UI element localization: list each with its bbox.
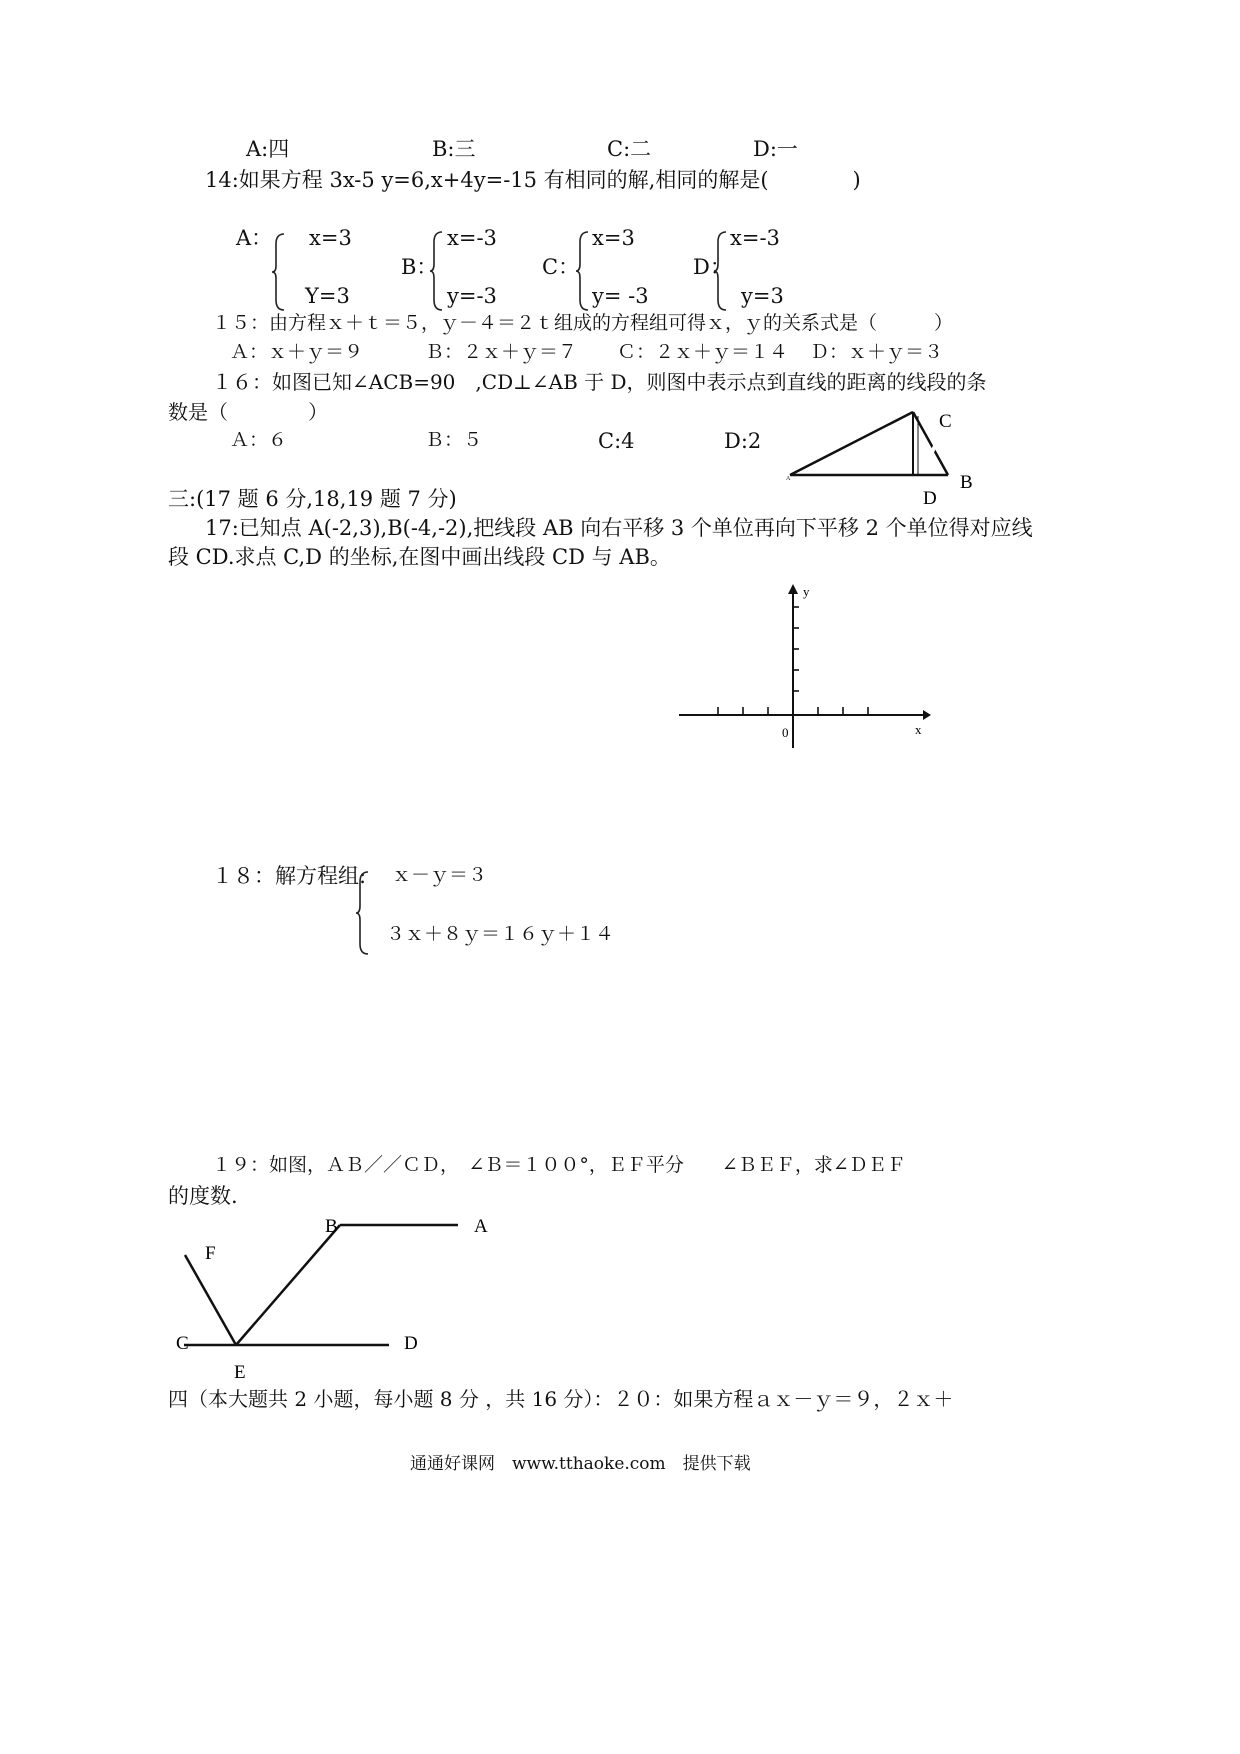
section3-heading: 三:(17 题 6 分,18,19 题 7 分) — [168, 487, 457, 511]
label-d: D — [923, 488, 937, 509]
q14-b-y: y=-3 — [447, 284, 497, 308]
q14-b-label: B： — [401, 255, 438, 279]
section4-line: 四（本大题共 2 小题，每小题 8 分 ，共 16 分）：２０：如果方程ａｘ－ｙ＝９，２ｘ＋ — [168, 1387, 954, 1411]
label-b: B — [960, 472, 973, 493]
q18-brace — [356, 870, 370, 956]
q13-option-a: A:四 — [246, 137, 290, 161]
q13-option-d: D:一 — [753, 137, 798, 161]
q15-option-b: Ｂ：２ｘ＋ｙ＝７ — [425, 341, 578, 363]
q16-line1: １６：如图已知∠ACB=90 ,CD⊥∠AB 于 D，则图中表示点到直线的距离的线段的条 — [212, 370, 987, 394]
label-c: C — [176, 1333, 189, 1354]
label-d: D — [404, 1333, 418, 1354]
q19-line1: １９：如图，ＡＢ／／ＣＤ， ∠Ｂ＝１００°，ＥＦ平分 ∠ＢＥＦ，求∠ＤＥＦ — [212, 1154, 906, 1176]
q17-line1: 17:已知点 A(-2,3),B(-4,-2),把线段 AB 向右平移 3 个单位再向下平移 2 个单位得对应线 — [205, 516, 1033, 540]
label-b: B — [325, 1216, 338, 1237]
q14-c-label: C： — [542, 255, 580, 279]
segment-be — [236, 1225, 340, 1345]
q14-d-label: D： — [693, 255, 731, 279]
q15-stem: １５：由方程ｘ＋ｔ＝５，ｙ－４＝２ｔ组成的方程组可得ｘ，ｙ的关系式是（ ） — [212, 312, 954, 334]
q14-a-label: A： — [236, 226, 273, 250]
q16-option-b: Ｂ：５ — [425, 429, 483, 451]
y-axis-arrow — [788, 584, 798, 594]
q14-stem: 14:如果方程 3x-5 y=6,x+4y=-15 有相同的解,相同的解是( ) — [205, 168, 861, 192]
q14-c-x: x=3 — [592, 226, 635, 250]
segment-cb-gap — [932, 440, 938, 452]
q16-option-d: D:2 — [724, 429, 762, 453]
q16-option-a: Ａ：６ — [230, 429, 288, 451]
q14-b-brace — [430, 230, 444, 312]
q14-d-x: x=-3 — [730, 226, 780, 250]
q18-eq2: ３ｘ＋８ｙ＝１６ｙ＋１４ — [386, 923, 615, 945]
ray-ef — [185, 1255, 236, 1345]
q17-coordinate-axes — [675, 578, 935, 753]
q16-line2: 数是（ ） — [168, 400, 328, 424]
q14-c-y: y= -3 — [592, 284, 649, 308]
label-a: A — [786, 476, 791, 482]
x-axis-arrow — [923, 710, 931, 720]
x-axis-label: x — [915, 722, 922, 737]
q14-a-y: Y=3 — [305, 284, 350, 308]
q14-b-x: x=-3 — [447, 226, 497, 250]
q15-option-c: Ｃ：２ｘ＋ｙ＝１４ — [617, 341, 789, 363]
q14-d-brace — [714, 230, 728, 312]
label-c: C — [939, 411, 952, 432]
origin-label: 0 — [782, 725, 789, 740]
q14-a-brace — [272, 232, 286, 312]
q14-d-y: y=3 — [741, 284, 784, 308]
q14-c-brace — [576, 230, 590, 312]
q19-line2: 的度数. — [168, 1184, 238, 1208]
q13-option-c: C:二 — [607, 137, 652, 161]
q17-line2: 段 CD.求点 C,D 的坐标,在图中画出线段 CD 与 AB。 — [168, 545, 671, 569]
q16-option-c: C:4 — [598, 429, 635, 453]
footer-credit: 通通好课网 www.tthaoke.com 提供下载 — [410, 1454, 751, 1474]
q18-prefix: １８：解方程组: — [212, 864, 367, 888]
y-axis-label: y — [803, 584, 810, 599]
q14-a-x: x=3 — [309, 226, 352, 250]
q13-option-b: B:三 — [432, 137, 476, 161]
q15-option-a: Ａ：ｘ＋ｙ＝９ — [230, 341, 364, 363]
label-e: E — [234, 1362, 246, 1383]
q18-eq1: ｘ－ｙ＝３ — [392, 864, 488, 886]
q19-parallel-lines-figure — [170, 1208, 500, 1393]
segment-ac — [790, 412, 913, 475]
q15-option-d: Ｄ：ｘ＋ｙ＝３ — [810, 341, 944, 363]
label-f: F — [205, 1243, 216, 1264]
label-a: A — [474, 1216, 488, 1237]
q16-triangle-figure — [780, 400, 980, 510]
